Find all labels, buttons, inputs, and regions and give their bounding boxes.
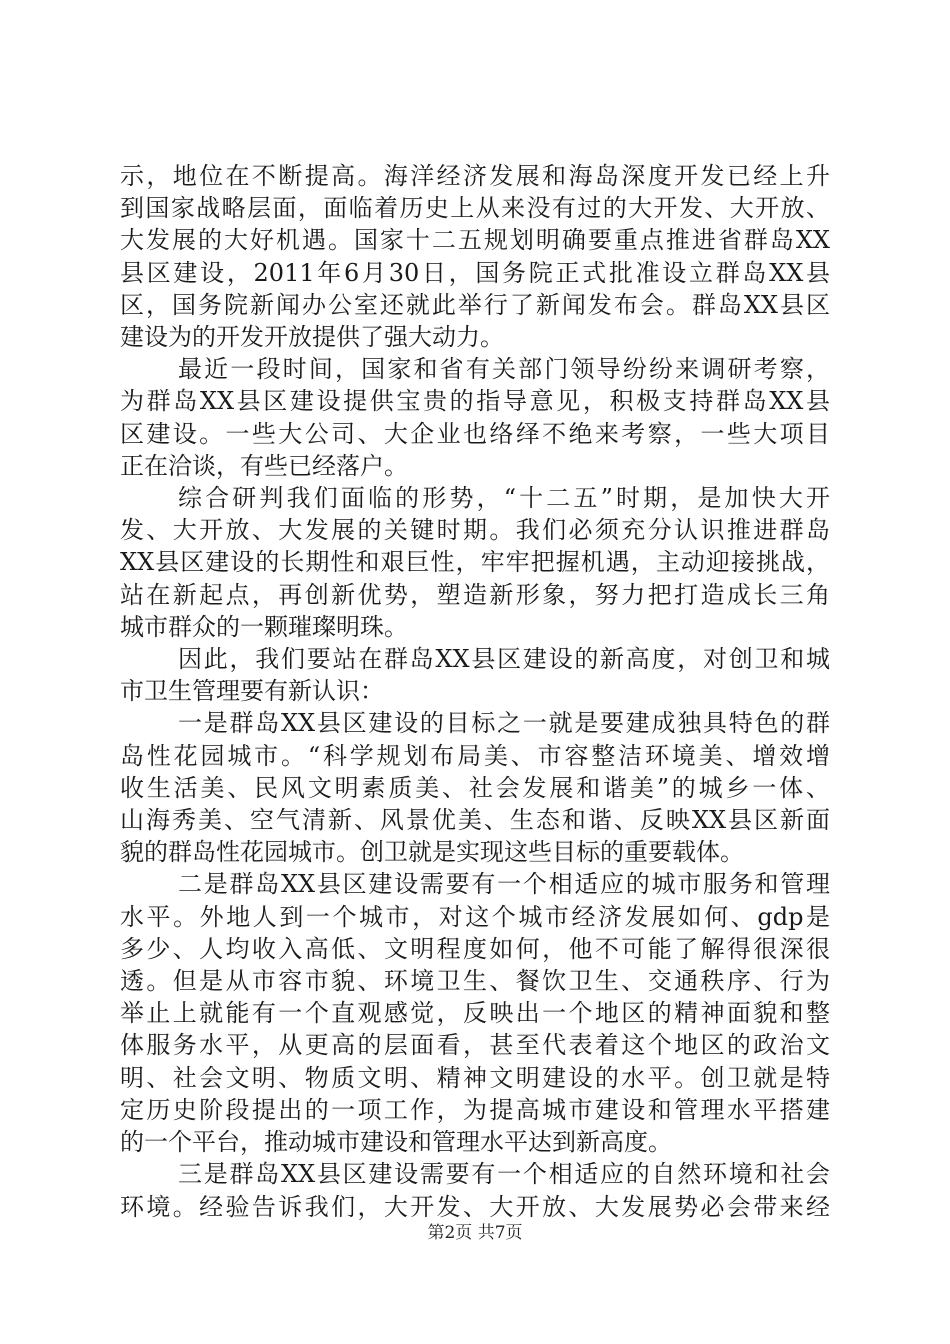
paragraph-line: 到国家战略层面，面临着历史上从来没有过的大开发、大开放、 <box>120 194 830 223</box>
paragraph-line: 县区建设，2011年6月30日，国务院正式批准设立群岛XX县 <box>120 258 830 287</box>
paragraph <box>120 643 830 707</box>
paragraph-line: 一是群岛XX县区建设的目标之一就是要建成独具特色的群 <box>178 709 830 738</box>
paragraph-line: 明、社会文明、物质文明、精神文明建设的水平。创卫就是特 <box>120 1063 830 1092</box>
paragraph <box>120 868 830 1158</box>
paragraph-line: 二是群岛XX县区建设需要有一个相适应的城市服务和管理 <box>178 870 830 899</box>
paragraph-line: 城市群众的一颗璀璨明珠。 <box>120 612 408 641</box>
paragraph <box>120 707 830 868</box>
paragraph-line: 区建设。一些大公司、大企业也络绎不绝来考察，一些大项目 <box>120 419 830 448</box>
paragraph-line: 建设为的开发开放提供了强大动力。 <box>120 323 504 352</box>
paragraph-line: 环境。经验告诉我们，大开发、大开放、大发展势必会带来经 <box>120 1192 830 1221</box>
paragraph-line: 发、大开放、大发展的关键时期。我们必须充分认识推进群岛 <box>120 516 830 545</box>
paragraph-line: 大发展的大好机遇。国家十二五规划明确要重点推进省群岛XX <box>120 226 830 255</box>
paragraph-line: 为群岛XX县区建设提供宝贵的指导意见，积极支持群岛XX县 <box>120 387 830 416</box>
paragraph-line: 正在洽谈，有些已经落户。 <box>120 451 408 480</box>
paragraph-line: 示，地位在不断提高。海洋经济发展和海岛深度开发已经上升 <box>120 162 830 190</box>
paragraph-line: 的一个平台，推动城市建设和管理水平达到新高度。 <box>120 1128 672 1157</box>
paragraph <box>120 482 830 643</box>
paragraph-line: 站在新起点，再创新优势，塑造新形象，努力把打造成长三角 <box>120 580 830 609</box>
paragraph-line: 收生活美、民风文明素质美、社会发展和谐美”的城乡一体、 <box>120 773 830 802</box>
paragraph-line: 透。但是从市容市貌、环境卫生、餐饮卫生、交通秩序、行为 <box>120 967 830 996</box>
paragraph-line: 岛性花园城市。“科学规划布局美、市容整洁环境美、增效增 <box>120 741 830 770</box>
paragraph <box>120 1158 830 1222</box>
paragraph-line: 水平。外地人到一个城市，对这个城市经济发展如何、gdp是 <box>120 902 830 931</box>
paragraph-line: 体服务水平，从更高的层面看，甚至代表着这个地区的政治文 <box>120 1031 830 1060</box>
paragraph <box>120 160 830 353</box>
paragraph-line: 三是群岛XX县区建设需要有一个相适应的自然环境和社会 <box>178 1160 830 1189</box>
paragraph-line: 山海秀美、空气清新、风景优美、生态和谐、反映XX县区新面 <box>120 806 830 835</box>
paragraph-line: 貌的群岛性花园城市。创卫就是实现这些目标的重要载体。 <box>120 838 744 867</box>
paragraph-line: 市卫生管理要有新认识： <box>120 677 384 706</box>
paragraph-line: 综合研判我们面临的形势，“十二五”时期，是加快大开 <box>178 484 830 513</box>
paragraph-line: 因此，我们要站在群岛XX县区建设的新高度，对创卫和城 <box>178 645 830 674</box>
paragraph-line: 定历史阶段提出的一项工作，为提高城市建设和管理水平搭建 <box>120 1095 830 1124</box>
page-footer: 第2页 共7页 <box>427 1223 523 1243</box>
paragraph-line: 举止上就能有一个直观感觉，反映出一个地区的精神面貌和整 <box>120 999 830 1028</box>
document-body <box>120 160 830 1223</box>
paragraph-line: 最近一段时间，国家和省有关部门领导纷纷来调研考察， <box>178 355 830 384</box>
paragraph <box>120 353 830 482</box>
paragraph-line: 多少、人均收入高低、文明程度如何，他不可能了解得很深很 <box>120 934 830 963</box>
paragraph-line: XX县区建设的长期性和艰巨性，牢牢把握机遇，主动迎接挑战， <box>120 548 830 577</box>
paragraph-line: 区，国务院新闻办公室还就此举行了新闻发布会。群岛XX县区 <box>120 290 830 319</box>
